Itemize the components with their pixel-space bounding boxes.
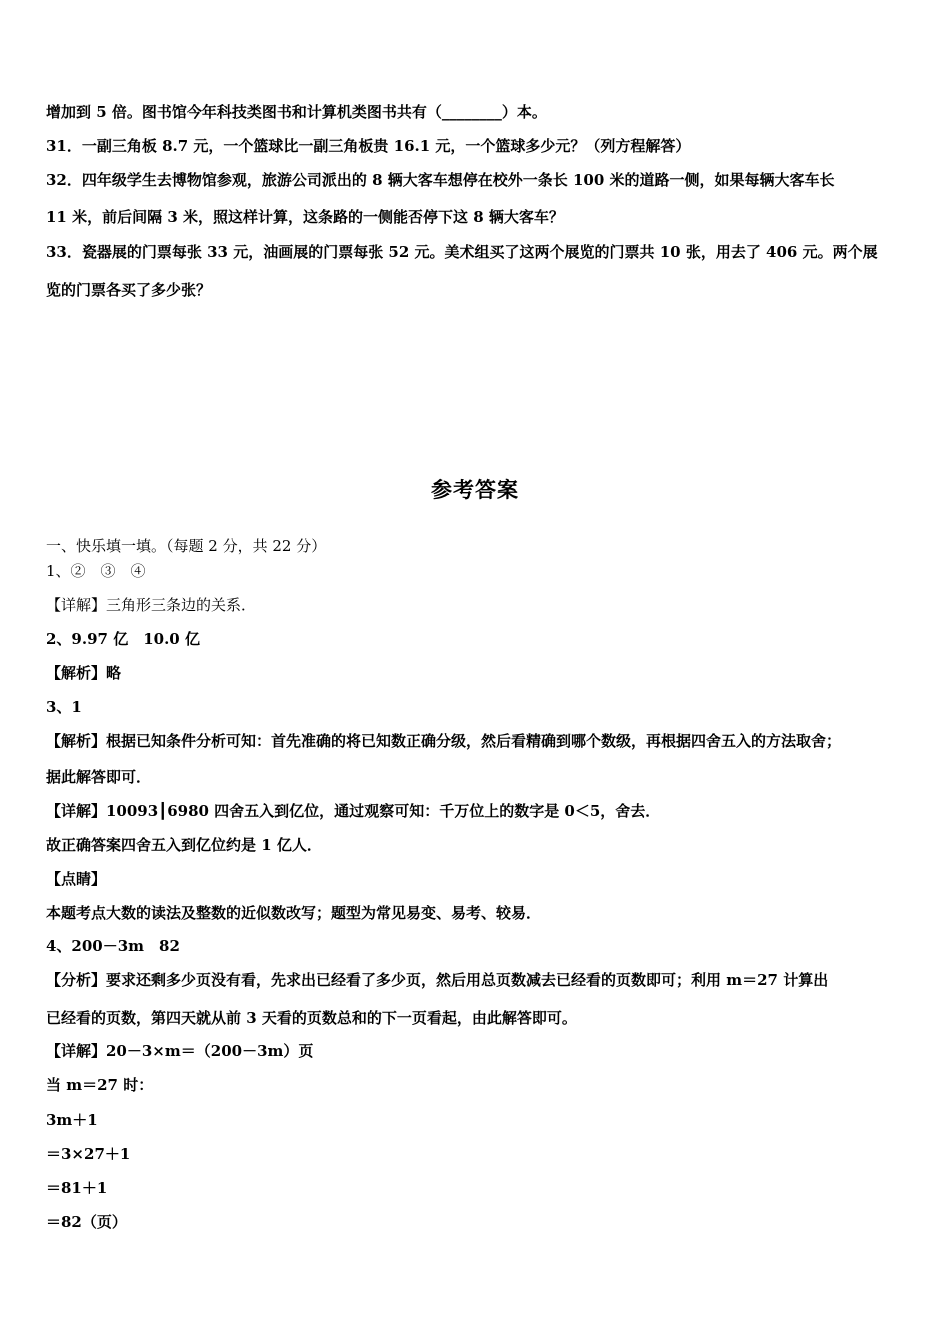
answer-4: 4、200－3m 82 xyxy=(46,937,180,955)
answer-key-title: 参考答案 xyxy=(431,477,519,502)
answer-4-step-4: ＝82（页） xyxy=(46,1213,127,1231)
answer-3-conclusion: 故正确答案四舍五入到亿位约是 1 亿人． xyxy=(46,836,322,854)
question-32-line-2: 11 米，前后间隔 3 米，照这样计算，这条路的一侧能否停下这 8 辆大客车？ xyxy=(46,208,564,226)
answer-3-analysis-line-2: 据此解答即可． xyxy=(46,768,152,786)
question-31: 31．一副三角板 8.7 元，一个篮球比一副三角板贵 16.1 元，一个篮球多少元？（列方程解答） xyxy=(46,137,691,155)
answer-4-analysis-line-1: 【分析】要求还剩多少页没有看，先求出已经看了多少页，然后用总页数减去已经看的页数即可；利用 m＝27 计算出 xyxy=(46,971,829,989)
question-33-line-1: 33．瓷器展的门票每张 33 元，油画展的门票每张 52 元。美术组买了这两个展览的门票共 10 张，用去了 406 元。两个展 xyxy=(46,243,878,261)
answer-4-step-3: ＝81＋1 xyxy=(46,1179,108,1197)
question-32-line-1: 32．四年级学生去博物馆参观，旅游公司派出的 8 辆大客车想停在校外一条长 100 米的道路一侧，如果每辆大客车长 xyxy=(46,171,835,189)
answer-4-step-2: ＝3×27＋1 xyxy=(46,1145,131,1163)
answer-4-when: 当 m＝27 时： xyxy=(46,1076,154,1094)
question-30-continuation: 增加到 5 倍。图书馆今年科技类图书和计算机类图书共有（________）本。 xyxy=(46,103,547,121)
answer-4-step-1: 3m＋1 xyxy=(46,1111,98,1129)
answer-3-tip: 本题考点大数的读法及整数的近似数改写；题型为常见易变、易考、较易． xyxy=(46,904,542,922)
answer-3-analysis-line-1: 【解析】根据已知条件分析可知：首先准确的将已知数正确分级，然后看精确到哪个数级，再根据四舍五入的方法取舍； xyxy=(46,732,842,750)
answer-4-analysis-line-2: 已经看的页数，第四天就从前 3 天看的页数总和的下一页看起，由此解答即可。 xyxy=(46,1009,577,1027)
section-heading: 一、快乐填一填。（每题 2 分，共 22 分） xyxy=(46,537,327,555)
answer-3-detail: 【详解】10093┃6980 四舍五入到亿位，通过观察可知：千万位上的数字是 0＜5，舍去． xyxy=(46,802,661,820)
question-33-line-2: 览的门票各买了多少张？ xyxy=(46,281,212,299)
answer-3-tip-label: 【点睛】 xyxy=(46,870,107,888)
answer-2-analysis: 【解析】略 xyxy=(46,664,122,682)
answer-2: 2、9.97 亿 10.0 亿 xyxy=(46,630,200,648)
answer-1: 1、② ③ ④ xyxy=(46,562,146,580)
answer-1-detail: 【详解】三角形三条边的关系． xyxy=(46,596,257,614)
answer-4-detail: 【详解】20－3×m＝（200－3m）页 xyxy=(46,1042,314,1060)
answer-3: 3、1 xyxy=(46,698,82,716)
